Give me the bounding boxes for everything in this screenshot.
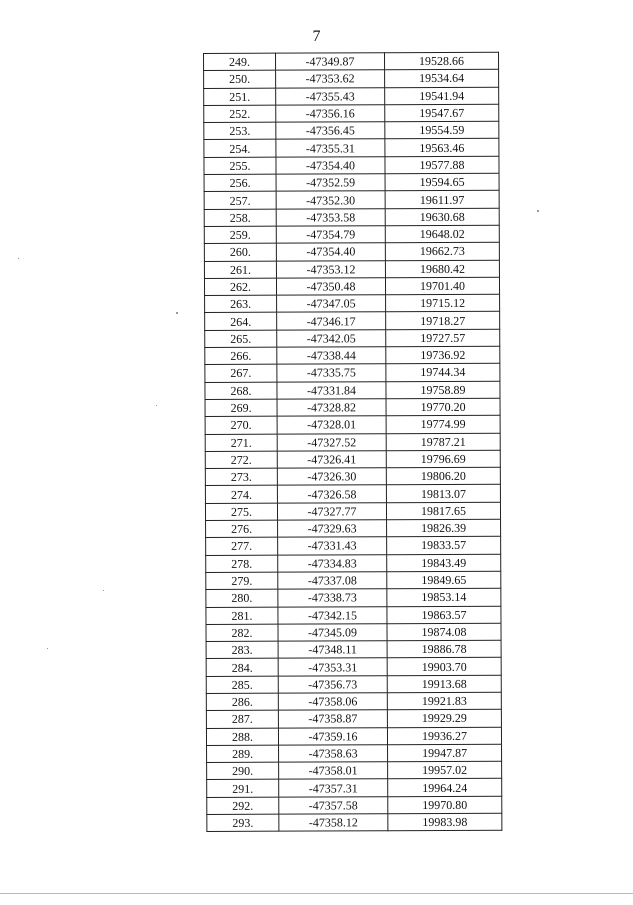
y-coordinate-cell: 19715.12 (386, 294, 500, 312)
y-coordinate-cell: 19630.68 (385, 208, 499, 226)
table-row (205, 294, 500, 313)
y-coordinate-cell: 19936.27 (387, 727, 501, 745)
table-row (206, 537, 501, 556)
point-number-cell: 261. (204, 261, 276, 279)
y-coordinate-cell: 19594.65 (385, 173, 499, 191)
point-number-cell: 253. (204, 122, 276, 140)
x-coordinate-cell: -47358.63 (279, 745, 388, 763)
point-number-cell: 282. (206, 624, 278, 642)
point-number-cell: 263. (205, 295, 277, 313)
x-coordinate-cell: -47355.43 (276, 87, 385, 105)
y-coordinate-cell: 19554.59 (385, 121, 499, 139)
point-number-cell: 270. (205, 416, 277, 434)
table-row (207, 761, 502, 780)
table-row (204, 208, 499, 227)
table-row (204, 225, 499, 244)
point-number-cell: 251. (204, 88, 276, 106)
x-coordinate-cell: -47338.73 (278, 589, 387, 607)
x-coordinate-cell: -47350.48 (276, 278, 385, 296)
x-coordinate-cell: -47352.30 (276, 191, 385, 209)
x-coordinate-cell: -47346.17 (277, 312, 386, 330)
y-coordinate-cell: 19662.73 (385, 242, 499, 260)
x-coordinate-cell: -47349.87 (276, 53, 385, 71)
x-coordinate-cell: -47348.11 (278, 641, 387, 659)
x-coordinate-cell: -47355.31 (276, 139, 385, 157)
y-coordinate-cell: 19863.57 (387, 606, 501, 624)
table-row (204, 121, 499, 140)
point-number-cell: 286. (206, 693, 278, 711)
point-number-cell: 255. (204, 157, 276, 175)
table-row (205, 450, 500, 469)
y-coordinate-cell: 19874.08 (387, 623, 501, 641)
point-number-cell: 257. (204, 192, 276, 210)
x-coordinate-cell: -47328.01 (277, 416, 386, 434)
y-coordinate-cell: 19534.64 (385, 70, 499, 88)
point-number-cell: 268. (205, 382, 277, 400)
y-coordinate-cell: 19833.57 (387, 537, 501, 555)
table-row (207, 813, 502, 832)
table-row (204, 242, 499, 261)
point-number-cell: 260. (204, 243, 276, 261)
scan-speck (156, 405, 157, 406)
table-row (204, 104, 499, 123)
x-coordinate-cell: -47338.44 (277, 347, 386, 365)
y-coordinate-cell: 19806.20 (386, 467, 500, 485)
point-number-cell: 269. (205, 399, 277, 417)
page-bottom-edge (0, 893, 633, 894)
point-number-cell: 271. (205, 434, 277, 452)
table-row (207, 744, 502, 763)
point-number-cell: 292. (207, 797, 279, 815)
point-number-cell: 293. (207, 814, 279, 832)
table-row (205, 398, 500, 417)
point-number-cell: 274. (205, 486, 277, 504)
point-number-cell: 276. (206, 520, 278, 538)
x-coordinate-cell: -47358.06 (278, 693, 387, 711)
y-coordinate-cell: 19817.65 (386, 502, 500, 520)
y-coordinate-cell: 19727.57 (386, 329, 500, 347)
x-coordinate-cell: -47358.87 (278, 710, 387, 728)
page-number: 7 (312, 28, 321, 45)
x-coordinate-cell: -47357.31 (279, 779, 388, 797)
x-coordinate-cell: -47342.15 (278, 606, 387, 624)
point-number-cell: 285. (206, 676, 278, 694)
table-row (206, 658, 501, 677)
y-coordinate-cell: 19577.88 (385, 156, 499, 174)
x-coordinate-cell: -47356.16 (276, 105, 385, 123)
x-coordinate-cell: -47353.58 (276, 208, 385, 226)
table-row (205, 329, 500, 348)
table-row (207, 796, 502, 815)
x-coordinate-cell: -47326.58 (277, 485, 386, 503)
x-coordinate-cell: -47353.12 (276, 260, 385, 278)
y-coordinate-cell: 19970.80 (388, 796, 502, 814)
point-number-cell: 259. (204, 226, 276, 244)
y-coordinate-cell: 19983.98 (388, 813, 502, 831)
x-coordinate-cell: -47358.12 (279, 814, 388, 832)
x-coordinate-cell: -47327.52 (277, 433, 386, 451)
x-coordinate-cell: -47326.41 (277, 451, 386, 469)
y-coordinate-cell: 19826.39 (387, 519, 501, 537)
x-coordinate-cell: -47329.63 (278, 520, 387, 538)
point-number-cell: 258. (204, 209, 276, 227)
point-number-cell: 278. (206, 555, 278, 573)
scan-speck (47, 648, 48, 649)
y-coordinate-cell: 19843.49 (387, 554, 501, 572)
x-coordinate-cell: -47326.30 (277, 468, 386, 486)
x-coordinate-cell: -47342.05 (277, 329, 386, 347)
y-coordinate-cell: 19964.24 (388, 779, 502, 797)
y-coordinate-cell: 19758.89 (386, 381, 500, 399)
point-number-cell: 265. (205, 330, 277, 348)
table-row (206, 588, 501, 607)
point-number-cell: 291. (207, 780, 279, 798)
y-coordinate-cell: 19849.65 (387, 571, 501, 589)
y-coordinate-cell: 19787.21 (386, 433, 500, 451)
point-number-cell: 250. (204, 70, 276, 88)
table-row (205, 381, 500, 400)
x-coordinate-cell: -47331.84 (277, 381, 386, 399)
y-coordinate-cell: 19563.46 (385, 139, 499, 157)
y-coordinate-cell: 19929.29 (387, 709, 501, 727)
y-coordinate-cell: 19921.83 (387, 692, 501, 710)
y-coordinate-cell: 19680.42 (385, 260, 499, 278)
x-coordinate-cell: -47335.75 (277, 364, 386, 382)
point-number-cell: 287. (206, 710, 278, 728)
y-coordinate-cell: 19903.70 (387, 658, 501, 676)
point-number-cell: 252. (204, 105, 276, 123)
y-coordinate-cell: 19796.69 (386, 450, 500, 468)
y-coordinate-cell: 19611.97 (385, 191, 499, 209)
y-coordinate-cell: 19541.94 (385, 87, 499, 105)
y-coordinate-cell: 19648.02 (385, 225, 499, 243)
x-coordinate-cell: -47353.62 (276, 70, 385, 88)
point-number-cell: 275. (205, 503, 277, 521)
y-coordinate-cell: 19770.20 (386, 398, 500, 416)
table-row (204, 156, 499, 175)
table-row (206, 519, 501, 538)
x-coordinate-cell: -47357.58 (279, 796, 388, 814)
point-number-cell: 273. (205, 468, 277, 486)
point-number-cell: 267. (205, 365, 277, 383)
table-row (204, 277, 499, 296)
point-number-cell: 279. (206, 572, 278, 590)
point-number-cell: 284. (206, 659, 278, 677)
table-row (207, 779, 502, 798)
point-number-cell: 264. (205, 313, 277, 331)
table-row (204, 87, 499, 106)
table-row (205, 502, 500, 521)
scan-speck (18, 258, 19, 259)
point-number-cell: 249. (204, 53, 276, 71)
x-coordinate-cell: -47356.73 (278, 675, 387, 693)
table-row (206, 623, 501, 642)
point-number-cell: 256. (204, 174, 276, 192)
y-coordinate-cell: 19886.78 (387, 640, 501, 658)
x-coordinate-cell: -47354.40 (276, 156, 385, 174)
point-number-cell: 288. (206, 728, 278, 746)
y-coordinate-cell: 19547.67 (385, 104, 499, 122)
x-coordinate-cell: -47359.16 (278, 727, 387, 745)
point-number-cell: 289. (207, 745, 279, 763)
point-number-cell: 283. (206, 641, 278, 659)
x-coordinate-cell: -47347.05 (277, 295, 386, 313)
scan-speck (103, 590, 104, 591)
x-coordinate-cell: -47353.31 (278, 658, 387, 676)
point-number-cell: 272. (205, 451, 277, 469)
table-row (204, 173, 499, 192)
table-row (206, 692, 501, 711)
y-coordinate-cell: 19913.68 (387, 675, 501, 693)
x-coordinate-cell: -47345.09 (278, 623, 387, 641)
table-row (205, 467, 500, 486)
table-row (205, 346, 500, 365)
scan-speck (537, 210, 539, 212)
point-number-cell: 277. (206, 537, 278, 555)
point-number-cell: 280. (206, 589, 278, 607)
x-coordinate-cell: -47356.45 (276, 122, 385, 140)
y-coordinate-cell: 19853.14 (387, 588, 501, 606)
table-row (204, 139, 499, 158)
x-coordinate-cell: -47327.77 (277, 502, 386, 520)
table-row (206, 709, 501, 728)
table-row (206, 554, 501, 573)
x-coordinate-cell: -47358.01 (279, 762, 388, 780)
y-coordinate-cell: 19947.87 (388, 744, 502, 762)
table-row (206, 640, 501, 659)
table-row (204, 52, 499, 71)
x-coordinate-cell: -47354.40 (276, 243, 385, 261)
table-row (204, 70, 499, 89)
x-coordinate-cell: -47352.59 (276, 174, 385, 192)
table-row (206, 727, 501, 746)
table-row (205, 364, 500, 383)
x-coordinate-cell: -47334.83 (278, 554, 387, 572)
point-number-cell: 254. (204, 140, 276, 158)
x-coordinate-cell: -47331.43 (278, 537, 387, 555)
x-coordinate-cell: -47337.08 (278, 572, 387, 590)
scan-speck (176, 312, 178, 314)
y-coordinate-cell: 19701.40 (385, 277, 499, 295)
point-number-cell: 266. (205, 347, 277, 365)
table-row (205, 312, 500, 331)
y-coordinate-cell: 19774.99 (386, 415, 500, 433)
x-coordinate-cell: -47328.82 (277, 399, 386, 417)
y-coordinate-cell: 19528.66 (385, 52, 499, 70)
table-row (206, 675, 501, 694)
coordinates-table-body (204, 52, 502, 832)
table-row (204, 191, 499, 210)
table-row (205, 433, 500, 452)
table-row (206, 571, 501, 590)
point-number-cell: 262. (204, 278, 276, 296)
y-coordinate-cell: 19813.07 (386, 485, 500, 503)
point-number-cell: 281. (206, 607, 278, 625)
y-coordinate-cell: 19736.92 (386, 346, 500, 364)
coordinates-table (203, 52, 502, 833)
y-coordinate-cell: 19957.02 (388, 761, 502, 779)
table-row (206, 606, 501, 625)
table-row (205, 415, 500, 434)
point-number-cell: 290. (207, 762, 279, 780)
y-coordinate-cell: 19718.27 (386, 312, 500, 330)
x-coordinate-cell: -47354.79 (276, 226, 385, 244)
y-coordinate-cell: 19744.34 (386, 364, 500, 382)
table-row (204, 260, 499, 279)
table-row (205, 485, 500, 504)
